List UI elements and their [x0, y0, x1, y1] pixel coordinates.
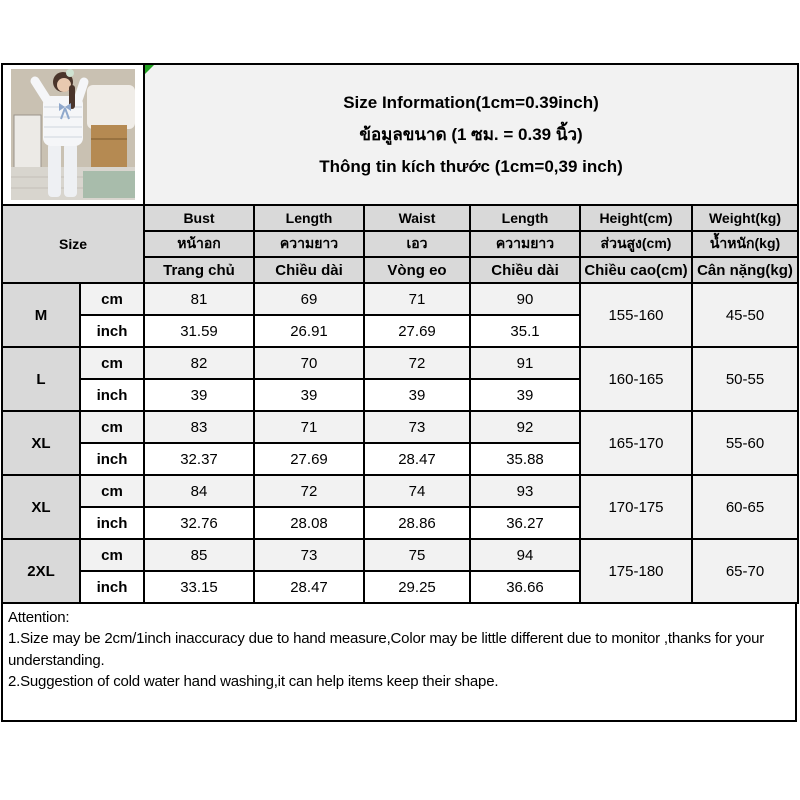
value-cell: 32.37 [144, 443, 254, 475]
unit-inch: inch [80, 315, 144, 347]
value-cell: 74 [364, 475, 470, 507]
size-chart-sheet [1, 63, 797, 722]
value-cell: 73 [364, 411, 470, 443]
photo-face [57, 78, 71, 92]
title-thai: ข้อมูลขนาด (1 ซม. = 0.39 นิ้ว) [359, 124, 583, 144]
size-label-xl: XL [2, 411, 80, 475]
value-cell: 36.66 [470, 571, 580, 603]
col-header-weight-en: Weight(kg) [692, 205, 798, 231]
col-header-height-en: Height(cm) [580, 205, 692, 231]
weight-range: 50-55 [692, 347, 798, 411]
weight-range: 45-50 [692, 283, 798, 347]
value-cell: 39 [254, 379, 364, 411]
product-photo-cell [2, 64, 144, 205]
value-cell: 35.88 [470, 443, 580, 475]
value-cell: 32.76 [144, 507, 254, 539]
value-cell: 91 [470, 347, 580, 379]
unit-cm: cm [80, 283, 144, 315]
value-cell: 90 [470, 283, 580, 315]
unit-inch: inch [80, 379, 144, 411]
unit-cm: cm [80, 475, 144, 507]
size-label-l: L [2, 347, 80, 411]
unit-cm: cm [80, 347, 144, 379]
value-cell: 81 [144, 283, 254, 315]
unit-inch: inch [80, 571, 144, 603]
title-cell [144, 64, 798, 205]
value-cell: 28.47 [254, 571, 364, 603]
product-photo [11, 69, 135, 200]
attention-heading: Attention: [8, 609, 70, 626]
unit-cm: cm [80, 411, 144, 443]
unit-cm: cm [80, 539, 144, 571]
col-header-waist-vi: Vòng eo [364, 257, 470, 283]
unit-inch: inch [80, 443, 144, 475]
height-range: 165-170 [580, 411, 692, 475]
col-header-length2-vi: Chiều dài [470, 257, 580, 283]
photo-sofa [87, 85, 135, 129]
value-cell: 36.27 [470, 507, 580, 539]
value-cell: 83 [144, 411, 254, 443]
weight-range: 60-65 [692, 475, 798, 539]
col-header-waist-en: Waist [364, 205, 470, 231]
value-cell: 73 [254, 539, 364, 571]
height-range: 155-160 [580, 283, 692, 347]
col-header-bust-th: หน้าอก [144, 231, 254, 257]
size-label-2xl: 2XL [2, 539, 80, 603]
value-cell: 26.91 [254, 315, 364, 347]
value-cell: 71 [254, 411, 364, 443]
value-cell: 70 [254, 347, 364, 379]
value-cell: 29.25 [364, 571, 470, 603]
value-cell: 84 [144, 475, 254, 507]
col-header-length1-vi: Chiều dài [254, 257, 364, 283]
value-cell: 92 [470, 411, 580, 443]
value-cell: 28.47 [364, 443, 470, 475]
size-label-m: M [2, 283, 80, 347]
col-header-bust-vi: Trang chủ [144, 257, 254, 283]
value-cell: 39 [470, 379, 580, 411]
value-cell: 94 [470, 539, 580, 571]
value-cell: 39 [144, 379, 254, 411]
cell-corner-marker [145, 65, 154, 74]
value-cell: 27.69 [364, 315, 470, 347]
value-cell: 85 [144, 539, 254, 571]
col-header-length2-en: Length [470, 205, 580, 231]
value-cell: 28.08 [254, 507, 364, 539]
photo-green-mat [83, 171, 135, 198]
attention-note-2: 2.Suggestion of cold water hand washing,it can help items keep their shape. [8, 672, 499, 690]
col-header-length1-en: Length [254, 205, 364, 231]
photo-wood-table [91, 125, 127, 167]
attention-note-1: 1.Size may be 2cm/1inch inaccuracy due to hand measure,Color may be little different due to monitor ,thanks for your understanding. [8, 630, 765, 669]
photo-scrunchie [66, 69, 74, 77]
value-cell: 35.1 [470, 315, 580, 347]
col-header-height-vi: Chiều cao(cm) [580, 257, 692, 283]
size-header: Size [2, 205, 144, 283]
value-cell: 82 [144, 347, 254, 379]
col-header-waist-th: เอว [364, 231, 470, 257]
col-header-length2-th: ความยาว [470, 231, 580, 257]
value-cell: 72 [364, 347, 470, 379]
height-range: 160-165 [580, 347, 692, 411]
weight-range: 55-60 [692, 411, 798, 475]
height-range: 175-180 [580, 539, 692, 603]
value-cell: 75 [364, 539, 470, 571]
weight-range: 65-70 [692, 539, 798, 603]
title-vietnamese: Thông tin kích thước (1cm=0,39 inch) [319, 156, 623, 176]
height-range: 170-175 [580, 475, 692, 539]
value-cell: 71 [364, 283, 470, 315]
value-cell: 27.69 [254, 443, 364, 475]
unit-inch: inch [80, 507, 144, 539]
col-header-bust-en: Bust [144, 205, 254, 231]
col-header-weight-vi: Cân nặng(kg) [692, 257, 798, 283]
value-cell: 69 [254, 283, 364, 315]
col-header-height-th: ส่วนสูง(cm) [580, 231, 692, 257]
value-cell: 33.15 [144, 571, 254, 603]
value-cell: 39 [364, 379, 470, 411]
value-cell: 72 [254, 475, 364, 507]
value-cell: 28.86 [364, 507, 470, 539]
value-cell: 93 [470, 475, 580, 507]
col-header-weight-th: น้ำหนัก(kg) [692, 231, 798, 257]
size-table [1, 63, 799, 604]
size-label-xl2: XL [2, 475, 80, 539]
value-cell: 31.59 [144, 315, 254, 347]
col-header-length1-th: ความยาว [254, 231, 364, 257]
title-english: Size Information(1cm=0.39inch) [343, 92, 599, 112]
attention-box [1, 604, 797, 722]
